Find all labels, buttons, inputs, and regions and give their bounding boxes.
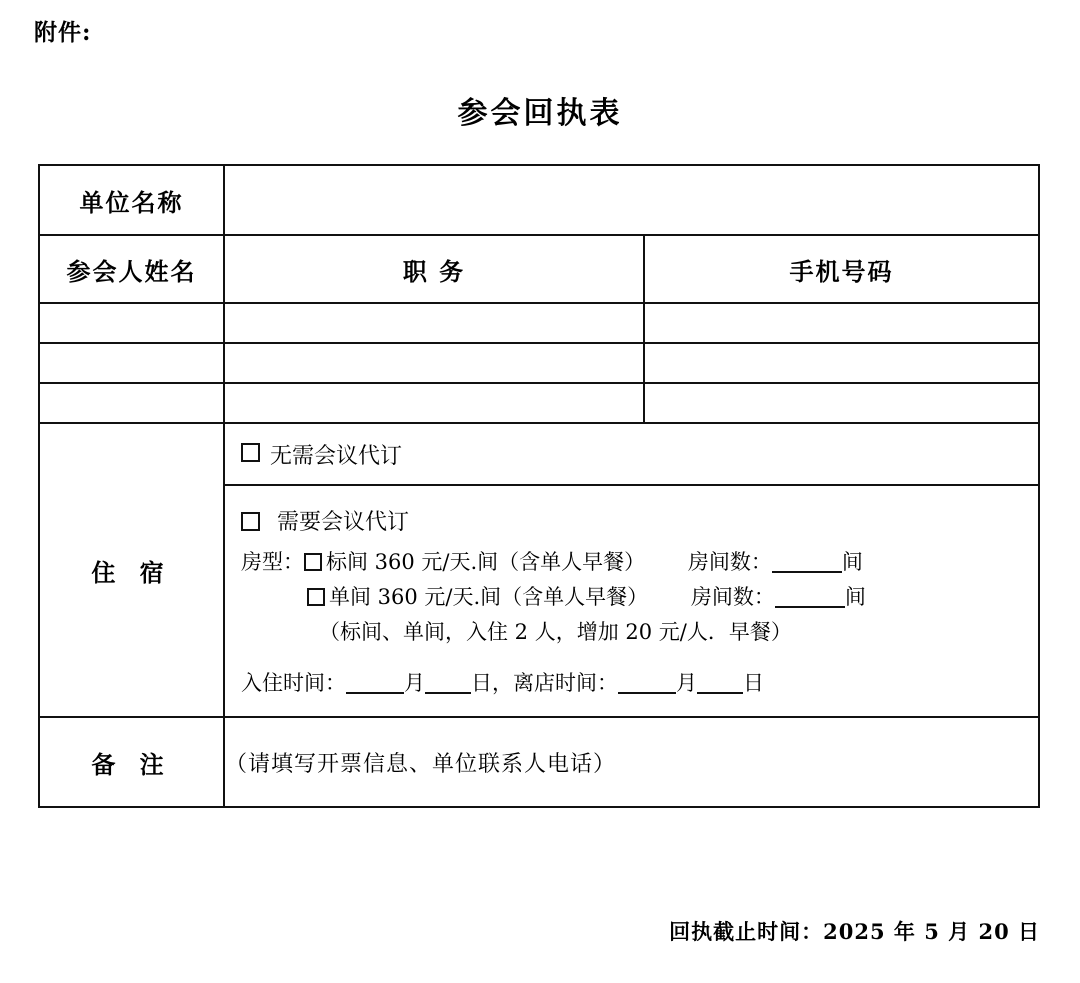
room-count-unit: 间: [841, 550, 863, 574]
checkout-month-input[interactable]: [618, 692, 676, 694]
checkbox-icon[interactable]: [307, 588, 325, 606]
checkout-label: ，离店时间：: [492, 671, 618, 695]
attendee-name-input[interactable]: [39, 383, 224, 423]
room-count-unit: 间: [844, 585, 866, 609]
attendee-position-input[interactable]: [224, 303, 644, 343]
attachment-label: 附件:: [34, 19, 92, 46]
day-unit: 日: [743, 671, 764, 695]
attendee-position-input[interactable]: [224, 383, 644, 423]
checkin-month-input[interactable]: [346, 692, 404, 694]
day-unit: 日: [471, 671, 492, 695]
unit-name-label: 单位名称: [39, 165, 224, 235]
room-type-label: 房型：: [241, 550, 304, 574]
lodging-option-yes-block: [225, 486, 1038, 716]
month-unit: 月: [676, 671, 697, 695]
lodging-note: （标间、单间，入住 2 人，增加 20 元/人．早餐）: [319, 620, 792, 644]
checkbox-icon[interactable]: [241, 512, 260, 531]
table-header-row: [39, 235, 1039, 303]
room-type-standard-line: [241, 552, 1022, 573]
attendee-mobile-input[interactable]: [644, 383, 1039, 423]
attendee-position-input[interactable]: [224, 343, 644, 383]
checkin-day-input[interactable]: [425, 692, 471, 694]
lodging-option-no[interactable]: [225, 424, 1038, 486]
lodging-content: [224, 423, 1039, 717]
room-count-label: 房间数：: [690, 585, 775, 609]
lodging-label: 住 宿: [39, 423, 224, 717]
stay-time-line: [241, 673, 1022, 694]
room-single-label: 单间 360 元/天.间（含单人早餐）: [329, 585, 649, 609]
table-row-lodging: [39, 423, 1039, 717]
checkin-label: 入住时间：: [241, 671, 346, 695]
room-count-standard-input[interactable]: [772, 571, 842, 573]
attendee-mobile-input[interactable]: [644, 343, 1039, 383]
remark-label: 备 注: [39, 717, 224, 807]
room-count-label: 房间数：: [687, 550, 772, 574]
room-count-single-input[interactable]: [775, 606, 845, 608]
table-row-unit-name: [39, 165, 1039, 235]
lodging-option-yes[interactable]: [241, 512, 1022, 534]
table-row-remark: [39, 717, 1039, 807]
header-mobile: 手机号码: [644, 235, 1039, 303]
header-position: 职 务: [224, 235, 644, 303]
attendee-name-input[interactable]: [39, 343, 224, 383]
page-title: 参会回执表: [457, 96, 623, 131]
attendee-mobile-input[interactable]: [644, 303, 1039, 343]
lodging-option-no-label: 无需会议代订: [270, 443, 403, 469]
receipt-form-table: [38, 164, 1040, 808]
header-attendee-name: 参会人姓名: [39, 235, 224, 303]
month-unit: 月: [404, 671, 425, 695]
room-standard-label: 标间 360 元/天.间（含单人早餐）: [326, 550, 646, 574]
unit-name-input[interactable]: [224, 165, 1039, 235]
table-row: [39, 343, 1039, 383]
lodging-option-yes-label: 需要会议代订: [277, 510, 410, 535]
checkout-day-input[interactable]: [697, 692, 743, 694]
room-type-single-line: [241, 587, 1022, 608]
deadline-note: 回执截止时间：2025 年 5 月 20 日: [669, 919, 1040, 944]
checkbox-icon[interactable]: [241, 443, 260, 462]
table-row: [39, 303, 1039, 343]
checkbox-icon[interactable]: [304, 553, 322, 571]
attendee-name-input[interactable]: [39, 303, 224, 343]
table-row: [39, 383, 1039, 423]
remark-text: （请填写开票信息、单位联系人电话）: [224, 717, 1039, 807]
